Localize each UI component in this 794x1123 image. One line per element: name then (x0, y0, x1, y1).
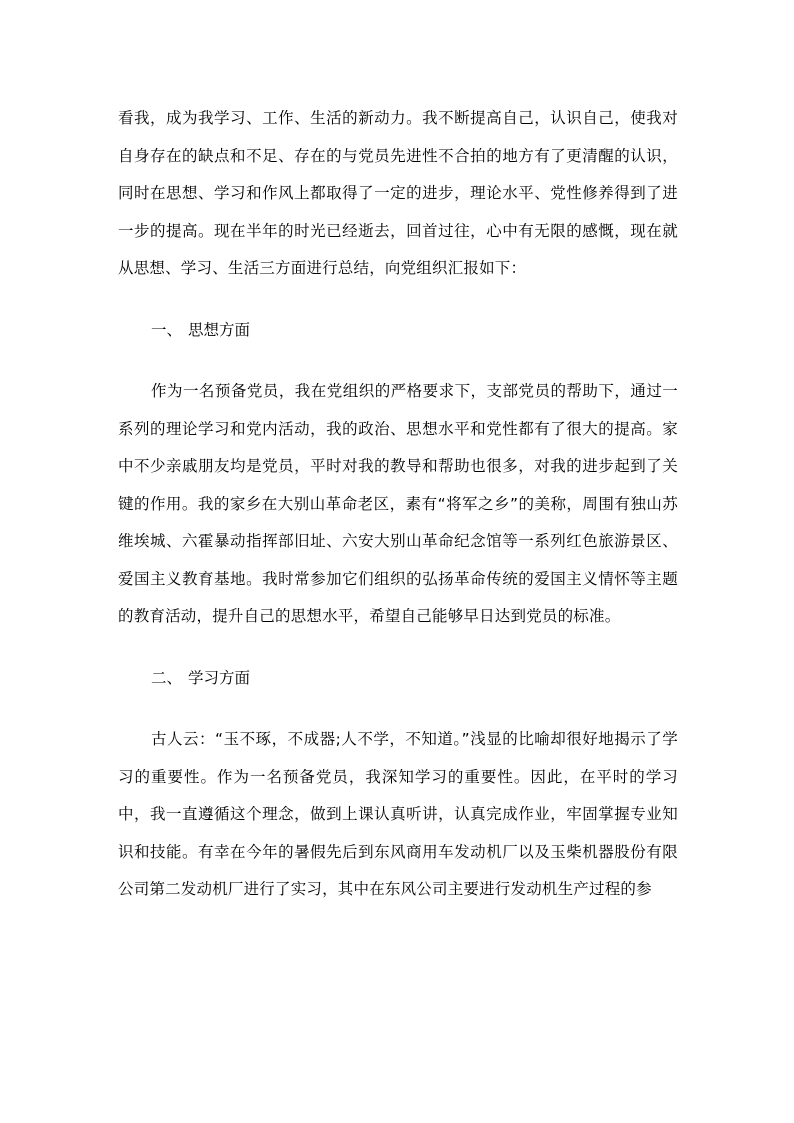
section-title: 思想方面 (188, 320, 251, 339)
section-heading-study (118, 660, 678, 698)
paragraph-gap (118, 697, 678, 721)
section-number: 二、 (151, 668, 183, 687)
thought-paragraph: 作为一名预备党员，我在党组织的严格要求下，支部党员的帮助下，通过一系列的理论学习和党内活动，我的政治、思想水平和党性都有了很大的提高。家中不少亲戚朋友均是党员，平时对我的教导和帮助也很多，对我的进步起到了关键的作用。我的家乡在大别山革命老区，素有“将军之乡”的美称，周围有独山苏维埃城、六霍暴动指挥部旧址、六安大别山革命纪念馆等一系列红色旅游景区、爱国主义教育基地。我时常参加它们组织的弘扬革命传统的爱国主义情怀等主题的教育活动，提升自己的思想水平，希望自己能够早日达到党员的标准。 (118, 382, 678, 625)
intro-paragraph: 看我，成为我学习、工作、生活的新动力。我不断提高自己，认识自己，使我对自身存在的缺点和不足、存在的与党员先进性不合拍的地方有了更清醒的认识，同时在思想、学习和作风上都取得了一定的进步，理论水平、党性修养得到了进一步的提高。现在半年的时光已经逝去，回首过往，心中有无限的感慨，现在就从思想、学习、生活三方面进行总结，向党组织汇报如下： (118, 109, 678, 277)
document-body (118, 100, 678, 909)
paragraph-gap (118, 349, 678, 373)
section-heading-thought (118, 312, 678, 350)
section-title: 学习方面 (188, 668, 251, 687)
paragraph-gap (118, 636, 678, 660)
section-number: 一、 (151, 320, 183, 339)
paragraph-gap (118, 288, 678, 312)
study-paragraph: 古人云：“玉不琢，不成器;人不学，不知道。”浅显的比喻却很好地揭示了学习的重要性。作为一名预备党员，我深知学习的重要性。因此，在平时的学习中，我一直遵循这个理念，做到上课认真听讲，认真完成作业，牢固掌握专业知识和技能。有幸在今年的暑假先后到东风商用车发动机厂以及玉柴机器股份有限公司第二发动机厂进行了实习，其中在东风公司主要进行发动机生产过程的参 (118, 730, 678, 898)
